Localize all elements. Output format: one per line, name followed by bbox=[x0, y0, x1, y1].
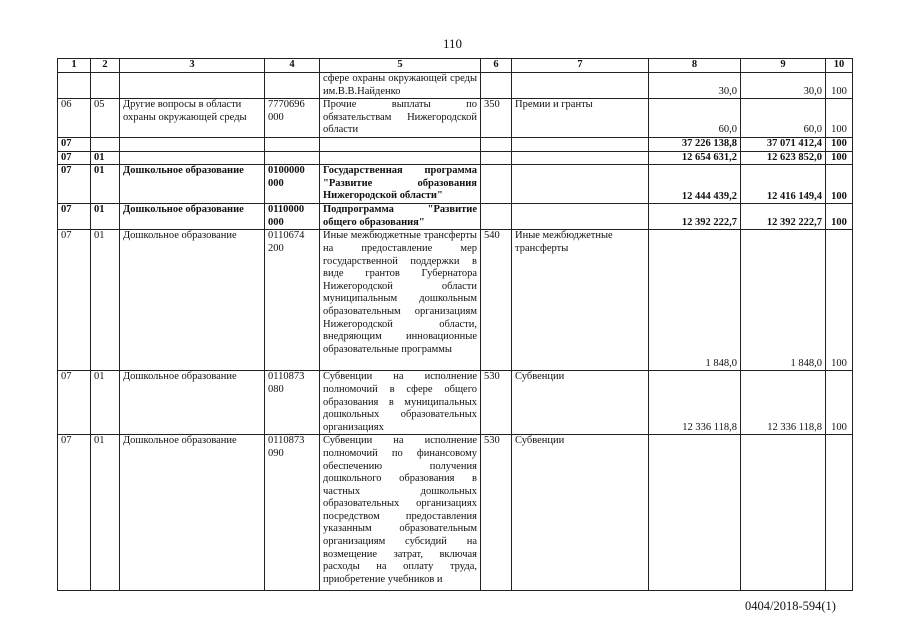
expense-type-code-cell bbox=[481, 73, 512, 99]
section-code-cell: 07 bbox=[58, 371, 91, 435]
document-code: 0404/2018-594(1) bbox=[745, 599, 836, 613]
execution-percent-cell: 100 bbox=[826, 73, 853, 99]
expense-type-name-cell: Субвенции bbox=[512, 371, 649, 435]
planned-amount-cell: 30,0 bbox=[649, 73, 741, 99]
section-name-cell: Дошкольное образование bbox=[120, 165, 265, 204]
col-header-10: 10 bbox=[826, 59, 853, 73]
col-header-8: 8 bbox=[649, 59, 741, 73]
executed-amount-cell: 12 392 222,7 bbox=[741, 204, 826, 230]
expense-type-name-cell bbox=[512, 137, 649, 151]
target-article-code-cell: 0110873 080 bbox=[265, 371, 320, 435]
target-article-name-cell: Иные межбюджетные трансферты на предоставление мер государственной поддержки в виде грантов Губернатора Нижегородской области муниципальным дошкольным образовательным организациям Нижегородской области, внедряющим инновационные образовательные программы bbox=[320, 230, 481, 371]
subsection-code-cell bbox=[91, 73, 120, 99]
target-article-code-cell: 0100000 000 bbox=[265, 165, 320, 204]
target-article-code-cell: 0110873 090 bbox=[265, 435, 320, 591]
section-code-cell bbox=[58, 73, 91, 99]
col-header-6: 6 bbox=[481, 59, 512, 73]
section-code-cell: 07 bbox=[58, 230, 91, 371]
target-article-code-cell: 0110000 000 bbox=[265, 204, 320, 230]
page-number: 110 bbox=[442, 36, 463, 51]
section-code-cell: 07 bbox=[58, 137, 91, 151]
planned-amount-cell: 1 848,0 bbox=[649, 230, 741, 371]
table-row bbox=[58, 99, 853, 138]
subsection-code-cell: 01 bbox=[91, 435, 120, 591]
planned-amount-cell: 37 226 138,8 bbox=[649, 137, 741, 151]
expense-type-code-cell bbox=[481, 151, 512, 165]
execution-percent-cell: 100 bbox=[826, 99, 853, 138]
execution-percent-cell: 100 bbox=[826, 230, 853, 371]
section-name-cell bbox=[120, 137, 265, 151]
planned-amount-cell bbox=[649, 435, 741, 591]
col-header-5: 5 bbox=[320, 59, 481, 73]
budget-table bbox=[57, 58, 853, 591]
executed-amount-cell: 12 336 118,8 bbox=[741, 371, 826, 435]
expense-type-code-cell: 350 bbox=[481, 99, 512, 138]
expense-type-name-cell bbox=[512, 165, 649, 204]
execution-percent-cell: 100 bbox=[826, 165, 853, 204]
planned-amount-cell: 12 444 439,2 bbox=[649, 165, 741, 204]
executed-amount-cell: 12 416 149,4 bbox=[741, 165, 826, 204]
target-article-name-cell: Государственная программа "Развитие образования Нижегородской области" bbox=[320, 165, 481, 204]
target-article-code-cell bbox=[265, 137, 320, 151]
executed-amount-cell: 12 623 852,0 bbox=[741, 151, 826, 165]
section-name-cell: Дошкольное образование bbox=[120, 230, 265, 371]
target-article-name-cell: Прочие выплаты по обязательствам Нижегородской области bbox=[320, 99, 481, 138]
planned-amount-cell: 12 654 631,2 bbox=[649, 151, 741, 165]
section-code-cell: 07 bbox=[58, 165, 91, 204]
target-article-code-cell: 0110674 200 bbox=[265, 230, 320, 371]
col-header-4: 4 bbox=[265, 59, 320, 73]
header-row bbox=[58, 59, 853, 73]
planned-amount-cell: 12 336 118,8 bbox=[649, 371, 741, 435]
section-name-cell bbox=[120, 73, 265, 99]
section-name-cell bbox=[120, 151, 265, 165]
table-row bbox=[58, 204, 853, 230]
target-article-name-cell bbox=[320, 137, 481, 151]
table-row bbox=[58, 151, 853, 165]
planned-amount-cell: 12 392 222,7 bbox=[649, 204, 741, 230]
section-name-cell: Дошкольное образование bbox=[120, 435, 265, 591]
table-row bbox=[58, 230, 853, 371]
execution-percent-cell: 100 bbox=[826, 371, 853, 435]
expense-type-name-cell bbox=[512, 151, 649, 165]
expense-type-name-cell: Иные межбюджетные трансферты bbox=[512, 230, 649, 371]
section-code-cell: 07 bbox=[58, 204, 91, 230]
expense-type-code-cell bbox=[481, 204, 512, 230]
section-code-cell: 07 bbox=[58, 435, 91, 591]
section-code-cell: 06 bbox=[58, 99, 91, 138]
target-article-name-cell: сфере охраны окружающей среды им.В.В.Найденко bbox=[320, 73, 481, 99]
subsection-code-cell: 01 bbox=[91, 151, 120, 165]
execution-percent-cell: 100 bbox=[826, 204, 853, 230]
col-header-9: 9 bbox=[741, 59, 826, 73]
table-row bbox=[58, 371, 853, 435]
executed-amount-cell: 60,0 bbox=[741, 99, 826, 138]
expense-type-code-cell bbox=[481, 165, 512, 204]
executed-amount-cell: 37 071 412,4 bbox=[741, 137, 826, 151]
execution-percent-cell bbox=[826, 435, 853, 591]
expense-type-code-cell: 540 bbox=[481, 230, 512, 371]
section-name-cell: Дошкольное образование bbox=[120, 204, 265, 230]
subsection-code-cell bbox=[91, 137, 120, 151]
table-row bbox=[58, 137, 853, 151]
col-header-7: 7 bbox=[512, 59, 649, 73]
expense-type-code-cell: 530 bbox=[481, 435, 512, 591]
target-article-name-cell: Субвенции на исполнение полномочий в сфере общего образования в муниципальных дошкольных образовательных организациях bbox=[320, 371, 481, 435]
section-name-cell: Дошкольное образование bbox=[120, 371, 265, 435]
subsection-code-cell: 01 bbox=[91, 204, 120, 230]
subsection-code-cell: 01 bbox=[91, 165, 120, 204]
expense-type-code-cell bbox=[481, 137, 512, 151]
target-article-name-cell bbox=[320, 151, 481, 165]
executed-amount-cell: 1 848,0 bbox=[741, 230, 826, 371]
execution-percent-cell: 100 bbox=[826, 137, 853, 151]
expense-type-code-cell: 530 bbox=[481, 371, 512, 435]
subsection-code-cell: 05 bbox=[91, 99, 120, 138]
col-header-1: 1 bbox=[58, 59, 91, 73]
col-header-3: 3 bbox=[120, 59, 265, 73]
target-article-code-cell bbox=[265, 151, 320, 165]
expense-type-name-cell bbox=[512, 204, 649, 230]
table-row bbox=[58, 165, 853, 204]
target-article-name-cell: Подпрограмма "Развитие общего образования" bbox=[320, 204, 481, 230]
expense-type-name-cell bbox=[512, 73, 649, 99]
target-article-name-cell: Субвенции на исполнение полномочий по финансовому обеспечению получения дошкольного образования в частных дошкольных образовательных организациях посредством предоставления указанным образовательным организациям субсидий на возмещение затрат, включая расходы на оплату труда, приобретение учебников и bbox=[320, 435, 481, 591]
planned-amount-cell: 60,0 bbox=[649, 99, 741, 138]
expense-type-name-cell: Субвенции bbox=[512, 435, 649, 591]
subsection-code-cell: 01 bbox=[91, 371, 120, 435]
target-article-code-cell bbox=[265, 73, 320, 99]
expense-type-name-cell: Премии и гранты bbox=[512, 99, 649, 138]
execution-percent-cell: 100 bbox=[826, 151, 853, 165]
executed-amount-cell bbox=[741, 435, 826, 591]
table-row bbox=[58, 435, 853, 591]
section-name-cell: Другие вопросы в области охраны окружающей среды bbox=[120, 99, 265, 138]
section-code-cell: 07 bbox=[58, 151, 91, 165]
col-header-2: 2 bbox=[91, 59, 120, 73]
executed-amount-cell: 30,0 bbox=[741, 73, 826, 99]
target-article-code-cell: 7770696 000 bbox=[265, 99, 320, 138]
subsection-code-cell: 01 bbox=[91, 230, 120, 371]
table-row bbox=[58, 73, 853, 99]
